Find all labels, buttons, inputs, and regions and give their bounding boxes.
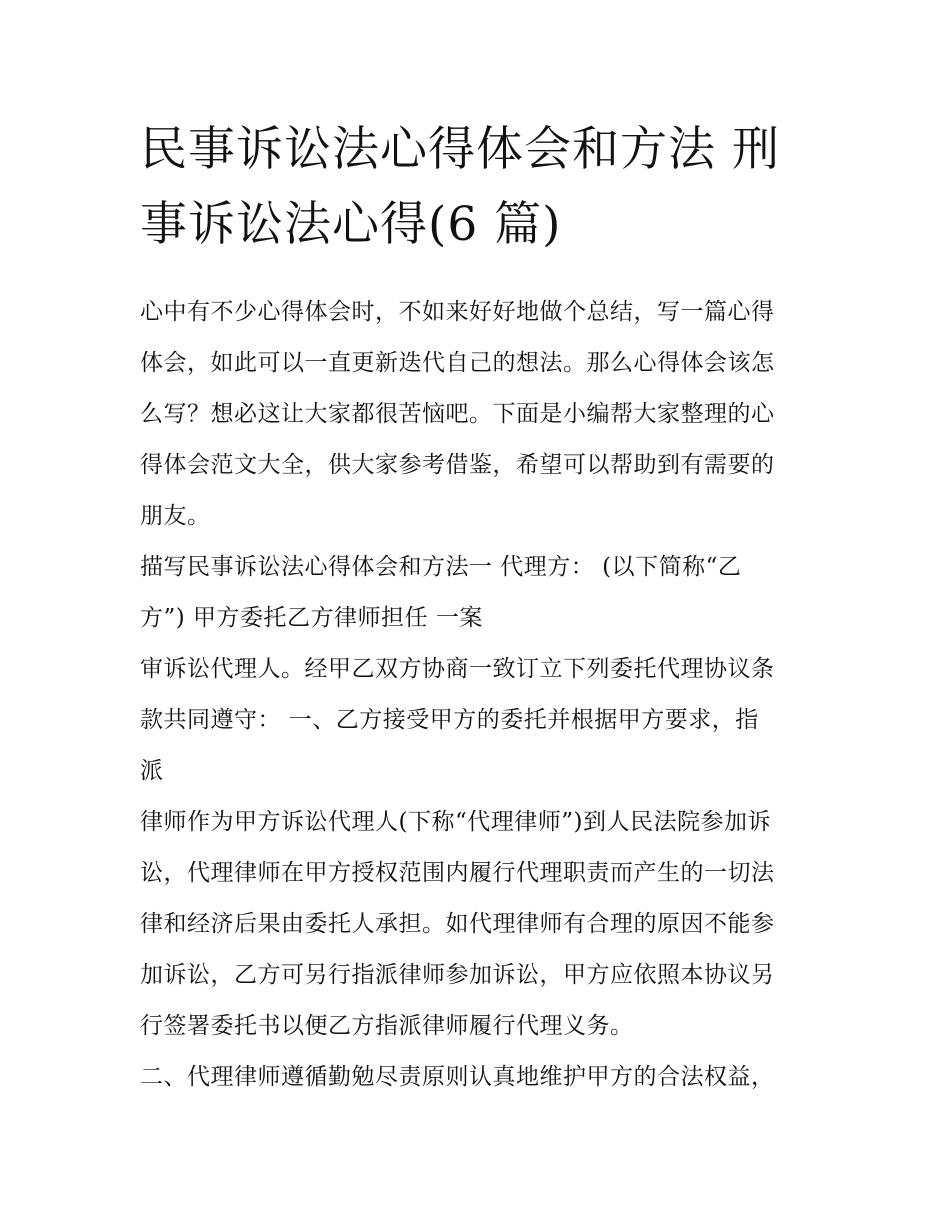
- paragraph-agreement: [140, 644, 820, 797]
- document-page: [140, 112, 820, 1103]
- text-line: 款共同遵守： 一、乙方接受甲方的委托并根据甲方要求，指: [140, 707, 759, 733]
- text-line: 律师作为甲方诉讼代理人(下称“代理律师”)到人民法院参加诉: [140, 809, 771, 835]
- text-line: 心中有不少心得体会时，不如来好好地做个总结，写一篇心得: [140, 299, 775, 325]
- text-line: 方”) 甲方委托乙方律师担任 一案: [140, 605, 483, 631]
- text-line: 朋友。: [140, 503, 211, 529]
- document-body: [140, 287, 820, 1103]
- text-line: 二、代理律师遵循勤勉尽责原则认真地维护甲方的合法权益，: [140, 1064, 775, 1090]
- text-line: 派: [140, 758, 164, 784]
- text-line: 审诉讼代理人。经甲乙双方协商一致订立下列委托代理协议条: [140, 656, 775, 682]
- text-line: 加诉讼，乙方可另行指派律师参加诉讼，甲方应依照本协议另: [140, 962, 775, 988]
- title-line: 民事诉讼法心得体会和方法 刑: [140, 122, 780, 177]
- paragraph-section-two: [140, 1052, 820, 1103]
- title-line: 事诉讼法心得(6 篇): [140, 197, 562, 252]
- text-line: 得体会范文大全，供大家参考借鉴，希望可以帮助到有需要的: [140, 452, 775, 478]
- text-line: 体会，如此可以一直更新迭代自己的想法。那么心得体会该怎: [140, 350, 775, 376]
- text-line: 律和经济后果由委托人承担。如代理律师有合理的原因不能参: [140, 911, 775, 937]
- text-line: 行签署委托书以便乙方指派律师履行代理义务。: [140, 1013, 634, 1039]
- paragraph-section-one: [140, 542, 820, 644]
- paragraph-intro: [140, 287, 820, 542]
- document-title: [140, 112, 820, 262]
- text-line: 描写民事诉讼法心得体会和方法一 代理方： (以下简称“乙: [140, 554, 742, 580]
- text-line: 么写？想必这让大家都很苦恼吧。下面是小编帮大家整理的心: [140, 401, 775, 427]
- text-line: 讼，代理律师在甲方授权范围内履行代理职责而产生的一切法: [140, 860, 775, 886]
- paragraph-lawyer-duties: [140, 797, 820, 1052]
